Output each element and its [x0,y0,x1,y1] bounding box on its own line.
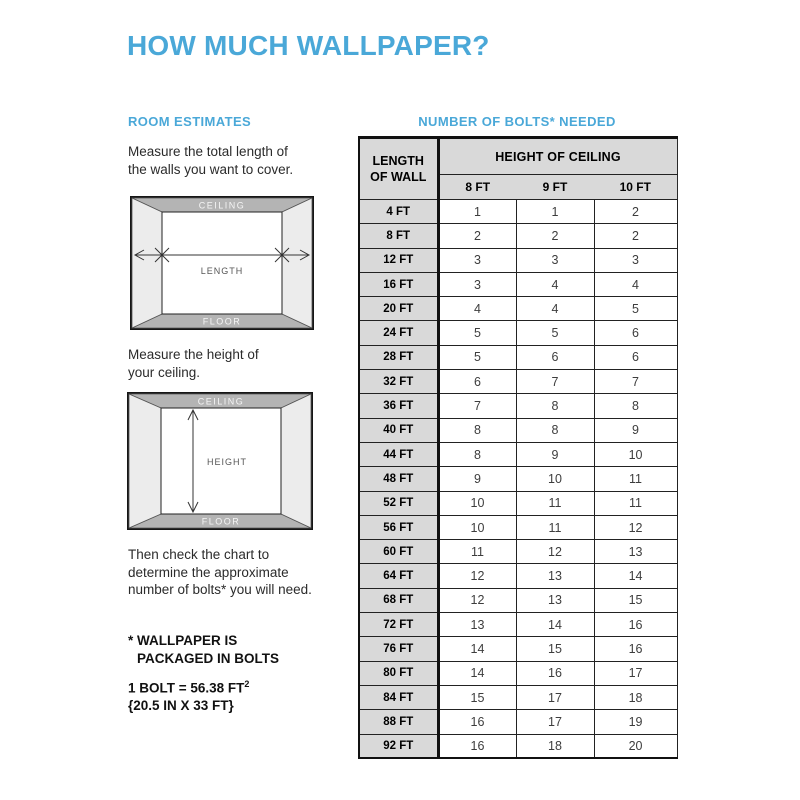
length-of-wall-header: LENGTH OF WALL [359,138,438,200]
footnote-line1: * WALLPAPER IS [128,633,238,648]
height-label: HEIGHT [206,457,248,467]
floor-label: FLOOR [202,316,242,327]
bolt-count-cell: 8 [438,418,516,442]
height-of-ceiling-header: HEIGHT OF CEILING [438,138,677,175]
bolt-count-cell: 13 [594,540,677,564]
bolt-size-info [128,676,249,715]
table-row [359,588,677,612]
wall-length-cell: 76 FT [359,637,438,661]
table-row [359,515,677,539]
bolt-count-cell: 11 [594,467,677,491]
height-room-diagram [127,392,313,530]
bolt-count-cell: 12 [516,540,594,564]
room-estimates-heading: ROOM ESTIMATES [128,114,252,129]
wall-length-cell: 28 FT [359,345,438,369]
step2-text [128,346,259,381]
bolt-count-cell: 18 [594,685,677,709]
bolt-count-cell: 14 [516,613,594,637]
bolt-count-cell: 14 [438,637,516,661]
table-row [359,491,677,515]
step2-line2: your ceiling. [128,364,201,380]
step3-text [128,546,312,599]
table-row [359,370,677,394]
wall-length-cell: 68 FT [359,588,438,612]
table-row [359,200,677,224]
bolt-count-cell: 5 [438,345,516,369]
table-row [359,540,677,564]
left-wall-panel [132,198,162,328]
bolt-count-cell: 11 [594,491,677,515]
table-row [359,637,677,661]
bolt-count-cell: 7 [594,370,677,394]
wall-length-cell: 8 FT [359,224,438,248]
bolt-count-cell: 3 [438,272,516,296]
bolt-count-cell: 10 [438,491,516,515]
wall-length-cell: 4 FT [359,200,438,224]
bolt-count-cell: 17 [594,661,677,685]
wall-length-cell: 80 FT [359,661,438,685]
bolt-count-cell: 4 [594,272,677,296]
wall-length-cell: 32 FT [359,370,438,394]
left-wall-panel [129,394,161,528]
ceiling-label: CEILING [197,396,245,407]
bolt-count-cell: 9 [516,442,594,466]
bolt-count-cell: 8 [516,418,594,442]
bolt-count-cell: 2 [594,224,677,248]
bolt-count-cell: 10 [516,467,594,491]
wall-length-cell: 84 FT [359,685,438,709]
bolt-count-cell: 5 [516,321,594,345]
col-header-9ft: 9 FT [516,175,594,200]
bolt-count-cell: 15 [438,685,516,709]
bolt-count-cell: 13 [516,564,594,588]
bolt-count-cell: 17 [516,710,594,734]
bolt-count-cell: 7 [438,394,516,418]
bolt-count-cell: 3 [516,248,594,272]
table-row [359,224,677,248]
length-label: LENGTH [200,266,244,276]
bolt-count-cell: 16 [516,661,594,685]
wall-length-cell: 40 FT [359,418,438,442]
bolt-count-cell: 7 [516,370,594,394]
bolt-count-cell: 17 [516,685,594,709]
table-row [359,613,677,637]
bolt-count-cell: 5 [594,297,677,321]
wall-length-cell: 48 FT [359,467,438,491]
bolt-count-cell: 16 [594,637,677,661]
step3-line2: determine the approximate [128,564,289,580]
right-wall-panel [282,198,312,328]
bolt-count-cell: 6 [516,345,594,369]
step1-text [128,143,293,178]
bolts-footnote [128,632,279,667]
bolt-count-cell: 12 [438,588,516,612]
bolt-count-cell: 15 [594,588,677,612]
bolt-dimensions: {20.5 IN X 33 FT} [128,698,234,713]
wall-length-cell: 20 FT [359,297,438,321]
bolt-count-cell: 6 [594,345,677,369]
wall-length-cell: 88 FT [359,710,438,734]
back-wall [162,212,282,314]
bolt-count-cell: 18 [516,734,594,758]
bolt-count-cell: 5 [438,321,516,345]
wall-length-cell: 60 FT [359,540,438,564]
bolt-count-cell: 16 [594,613,677,637]
table-row [359,661,677,685]
bolt-count-cell: 4 [438,297,516,321]
floor-label: FLOOR [201,516,241,527]
bolt-count-cell: 8 [516,394,594,418]
footnote-line2: PACKAGED IN BOLTS [137,650,280,666]
bolt-table-body [359,200,677,759]
page-title: HOW MUCH WALLPAPER? [127,30,490,61]
bolts-needed-table [358,136,678,759]
bolt-count-cell: 4 [516,297,594,321]
table-row [359,394,677,418]
bolt-count-cell: 2 [438,224,516,248]
length-room-diagram [130,196,314,330]
bolt-count-cell: 12 [438,564,516,588]
bolt-count-cell: 11 [438,540,516,564]
table-row [359,467,677,491]
step2-line1: Measure the height of [128,347,259,362]
table-row [359,685,677,709]
wall-length-cell: 24 FT [359,321,438,345]
bolt-count-cell: 19 [594,710,677,734]
wall-length-cell: 64 FT [359,564,438,588]
bolt-count-cell: 4 [516,272,594,296]
bolt-count-cell: 2 [516,224,594,248]
step3-line3: number of bolts* you will need. [128,582,312,597]
table-row [359,564,677,588]
bolt-count-cell: 6 [438,370,516,394]
table-row [359,418,677,442]
bolt-count-cell: 8 [438,442,516,466]
table-row [359,321,677,345]
col-header-10ft: 10 FT [594,175,677,200]
bolt-count-cell: 12 [594,515,677,539]
bolt-count-cell: 10 [438,515,516,539]
bolt-count-cell: 11 [516,515,594,539]
step1-line1: Measure the total length of [128,144,288,159]
bolt-count-cell: 8 [594,394,677,418]
bolt-count-cell: 2 [594,200,677,224]
bolt-count-cell: 14 [438,661,516,685]
bolt-count-cell: 20 [594,734,677,758]
wall-length-cell: 36 FT [359,394,438,418]
bolt-count-cell: 9 [594,418,677,442]
table-row [359,297,677,321]
table-row [359,734,677,758]
wall-length-cell: 16 FT [359,272,438,296]
squared-superscript: 2 [244,679,250,689]
bolts-needed-heading: NUMBER OF BOLTS* NEEDED [418,114,616,129]
wall-length-cell: 92 FT [359,734,438,758]
step1-line2: the walls you want to cover. [128,161,294,177]
ceiling-label: CEILING [198,200,246,211]
col-header-8ft: 8 FT [438,175,516,200]
bolt-count-cell: 9 [438,467,516,491]
wall-length-cell: 56 FT [359,515,438,539]
bolt-count-cell: 3 [438,248,516,272]
bolt-count-cell: 10 [594,442,677,466]
bolt-table-head [359,138,677,200]
bolts-table-container [358,136,678,759]
wall-length-cell: 44 FT [359,442,438,466]
table-row [359,442,677,466]
bolt-count-cell: 1 [516,200,594,224]
wall-length-cell: 72 FT [359,613,438,637]
bolt-count-cell: 6 [594,321,677,345]
bolt-count-cell: 11 [516,491,594,515]
step3-line1: Then check the chart to [128,547,270,562]
bolt-count-cell: 13 [516,588,594,612]
bolt-count-cell: 15 [516,637,594,661]
bolt-count-cell: 16 [438,734,516,758]
wall-length-cell: 52 FT [359,491,438,515]
bolt-count-cell: 3 [594,248,677,272]
bolt-count-cell: 16 [438,710,516,734]
table-row [359,710,677,734]
bolt-count-cell: 14 [594,564,677,588]
bolt-equation: 1 BOLT = 56.38 $FT^2$ [128,679,250,696]
right-wall-panel [281,394,311,528]
bolt-count-cell: 13 [438,613,516,637]
table-row [359,345,677,369]
wall-length-cell: 12 FT [359,248,438,272]
table-row [359,272,677,296]
table-row [359,248,677,272]
bolt-count-cell: 1 [438,200,516,224]
